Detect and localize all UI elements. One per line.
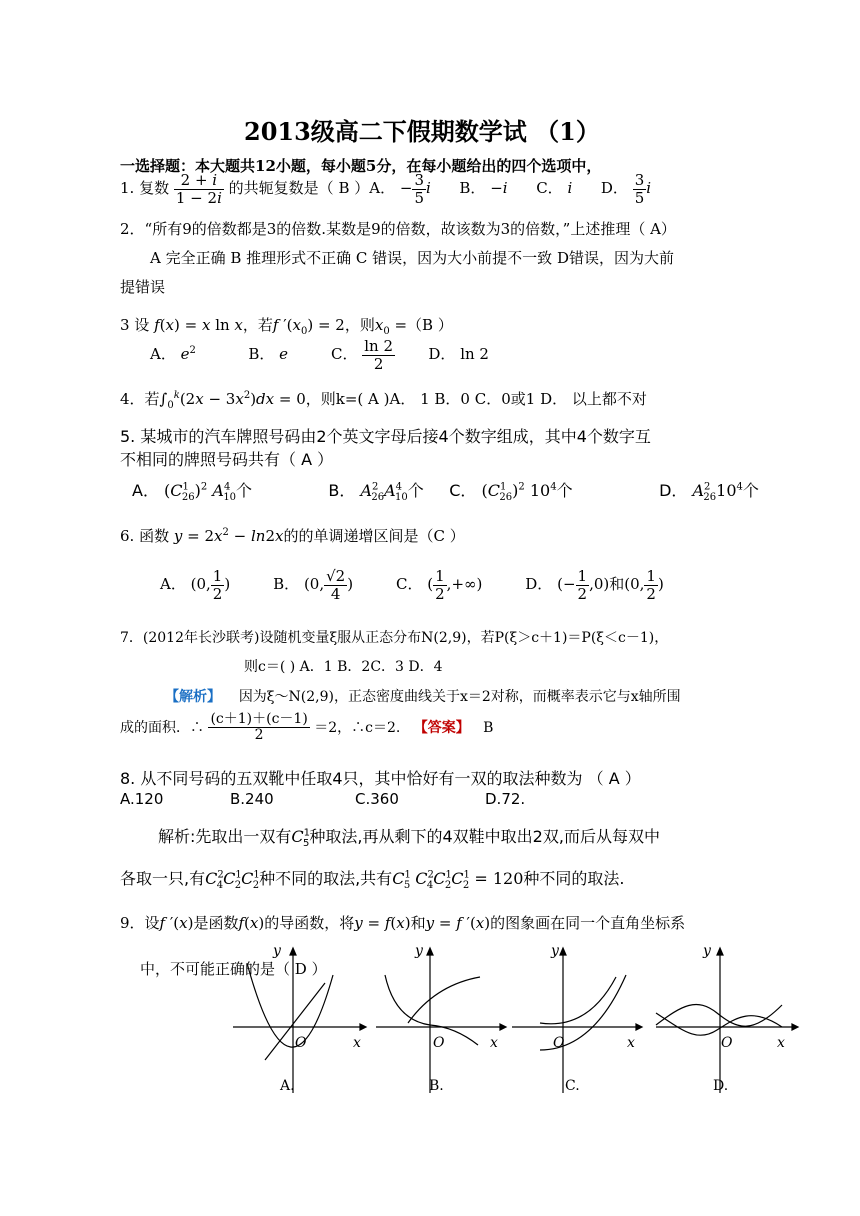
q8-solution-text-b: 种取法,再从剩下的4双鞋中取出2双,而后从每双中 xyxy=(309,827,660,846)
q8-solution-line2: 各取一只,有$C^2_4C^1_2C^1_2$种不同的取法,共有$C^1_5$ $C^2_4C^1_2C^1_2 = 120$种不同的取法. xyxy=(120,869,625,892)
graph-c-x-label: x xyxy=(627,1035,635,1051)
q7-fraction-den: 2 xyxy=(254,727,264,744)
q8-option-d: D.72. xyxy=(485,790,526,808)
q1-option-a: $\frac{3}{5}$ xyxy=(414,171,424,207)
question-1: 1. 复数 $\frac{2 + i}{1 - 2i}$ 的共轭复数是（ B ）A． − $\frac{3}{5}$ i B． −i C． i D． $\frac{3}{5}$ i xyxy=(120,171,652,207)
q9-graphs xyxy=(225,935,805,1100)
question-3: 3 设 f(x) = x ln x，若f $'(x_0) = 2$，则$x_0 =(B$ ） xyxy=(120,316,453,337)
q9-text-c: 的导函数，将 xyxy=(264,914,355,932)
q1-option-d: $\frac{3}{5}$ xyxy=(634,171,645,207)
q7-solution-tag: 【解析】 xyxy=(165,689,221,705)
q9-line1: 9．设f ′(x)是函数f(x)的导函数，将y = f(x)和y = f ′(x)的图象画在同一个直角坐标系 xyxy=(120,914,686,932)
q5-option-b: $A^2_{26}A^4_{10}$ xyxy=(360,481,408,504)
q3-option-c: $\frac{\ln 2}{2}$ xyxy=(364,337,394,373)
q7-solution-line xyxy=(165,686,681,706)
q5-unit-c: 个 xyxy=(556,481,573,500)
q6-option-d-label: D． xyxy=(525,575,553,593)
q5-option-b-label: B． xyxy=(328,481,356,500)
q7-solution-line2 xyxy=(120,712,493,744)
q9-text-a: 9．设 xyxy=(120,914,160,932)
q7-solution-text: 因为ξ～N(2,9)，正态密度曲线关于x＝2对称，而概率表示它与x轴所围 xyxy=(238,689,681,705)
q6-option-a-label: A． xyxy=(160,575,186,593)
q3-text-mid1: ，若 xyxy=(242,316,273,334)
q8-solution-line1: 解析:先取出一双有$C^1_5$种取法,再从剩下的4双鞋中取出2双,而后从每双中 xyxy=(158,827,660,850)
graph-d-origin: O xyxy=(721,1035,733,1051)
graph-a xyxy=(233,948,366,1093)
q1-option-d-label: D． xyxy=(600,179,628,197)
graph-b-x-label: x xyxy=(490,1035,498,1051)
q2-line1: 2．“所有9的倍数都是3的倍数.某数是9的倍数，故该数为3的倍数，”上述推理（ A） xyxy=(120,220,676,238)
graph-b-y-label: y xyxy=(415,943,423,959)
q9-text-d: 和 xyxy=(410,914,426,932)
q9-line2: 中，不可能正确的是（ D ） xyxy=(140,960,327,978)
q5-unit-b: 个 xyxy=(407,481,424,500)
graph-c xyxy=(512,948,642,1093)
q8-option-a: A.120 xyxy=(120,790,164,808)
graph-b-label: B. xyxy=(429,1078,444,1094)
q3-options: A． $e^2$ B． e C． $\frac{\ln 2}{2}$ D． ln 2 xyxy=(150,337,489,373)
q5-line2: 不相同的牌照号码共有（ A ） xyxy=(120,450,334,469)
q5-option-d-label: D． xyxy=(659,481,688,500)
q3-option-d-label: D． xyxy=(428,345,456,363)
q1-text-post: 的共轭复数是（ B ）A． xyxy=(228,179,396,197)
page-title: 2013级高二下假期数学试 （1） xyxy=(244,117,600,146)
q8-solution-text-c: 各取一只,有 xyxy=(120,869,206,888)
q6-option-a: (0, $\frac{1}{2}$ ) xyxy=(190,567,231,603)
q7-solution-post: ＝2，∴c＝2. xyxy=(314,719,401,736)
graph-a-y-label: y xyxy=(273,943,281,959)
q5-options xyxy=(132,478,759,503)
q5-option-a-label: A． xyxy=(132,481,159,500)
graph-a-label: A. xyxy=(280,1078,295,1094)
q7-solution-pre: 成的面积．∴ xyxy=(120,719,204,736)
q8-line1: 8. 从不同号码的五双靴中任取4只，其中恰好有一双的取法种数为 （ A ） xyxy=(120,769,641,788)
section-heading: 一选择题：本大题共12小题，每小题5分，在每小题给出的四个选项中， xyxy=(120,157,602,175)
q8-solution-text-a: 解析:先取出一双有 xyxy=(158,827,292,846)
q6-option-b-label: B． xyxy=(273,575,300,593)
q5-line1: 5. 某城市的汽车牌照号码由2个英文字母后接4个数字组成，其中4个数字互 xyxy=(120,427,651,446)
q6-text-post: 的的单调递增区间是（C ） xyxy=(283,527,465,545)
q3-option-b-label: B． xyxy=(248,345,275,363)
q7-solution-fraction xyxy=(208,712,309,744)
graph-d-y-label: y xyxy=(703,943,711,959)
q7-answer-tag: 【答案】 xyxy=(413,719,470,736)
q3-text: 3 设 xyxy=(120,316,150,334)
q7-answer-value: B xyxy=(483,719,494,736)
question-6: 6. 函数 $y = 2x^2 - \ln 2x$的的单调递增区间是（C ） xyxy=(120,527,465,545)
q1-option-c-label: C． xyxy=(536,179,563,197)
q5-unit-d: 个 xyxy=(742,481,759,500)
q2-line3: 提错误 xyxy=(120,278,166,296)
q5-option-c-label: C． xyxy=(449,481,477,500)
q1-option-b-label: B． xyxy=(459,179,486,197)
q6-option-d: (− $\frac{1}{2}$ ,0)和(0, $\frac{1}{2}$ ) xyxy=(557,567,664,603)
q5-unit-a: 个 xyxy=(236,481,253,500)
q4-text: 4．若 xyxy=(120,390,160,408)
graph-b-origin: O xyxy=(433,1035,445,1051)
q5-option-d: $A^2_{26}10^4$ xyxy=(692,481,743,504)
q8-solution-text-e: 种不同的取法. xyxy=(523,869,625,888)
q7-line2: 则c＝( ) A．1 B．2C．3 D．4 xyxy=(244,659,443,675)
q6-option-c-label: C． xyxy=(396,575,423,593)
q5-option-c: $(C^1_{26})^2$ $10^4$ xyxy=(481,481,557,504)
q5-option-a: $(C^1_{26})^2$ $A^4_{10}$ xyxy=(164,481,237,504)
graph-d xyxy=(656,948,798,1093)
question-4: 4．若$\int_0^k(2x - 3x^2)dx = 0$，则k=( A )A． 1 B．0 C．0或1 D． 以上都不对 xyxy=(120,390,647,411)
q2-line2: A 完全正确 B 推理形式不正确 C 错误，因为大小前提不一致 D错误，因为大前 xyxy=(150,249,674,267)
q8-option-b: B.240 xyxy=(230,790,274,808)
q9-text-e: 的图象画在同一个直角坐标系 xyxy=(490,914,686,932)
graph-d-label: D. xyxy=(713,1078,729,1094)
graph-c-y-label: y xyxy=(551,943,559,959)
q8-solution-text-d: 种不同的取法,共有 xyxy=(259,869,393,888)
graph-d-x-label: x xyxy=(777,1035,785,1051)
graph-a-origin: O xyxy=(295,1035,307,1051)
q1-text: 1. 复数 xyxy=(120,179,170,197)
q3-option-c-label: C． xyxy=(330,345,358,363)
graph-c-label: C. xyxy=(565,1078,580,1094)
q6-option-b: (0, $\frac{√2}{4}$ ) xyxy=(303,567,354,603)
q7-fraction-num: (c＋1)＋(c－1) xyxy=(210,711,308,727)
q3-text-post: （B ） xyxy=(407,316,453,334)
graph-b xyxy=(376,948,506,1093)
q6-text: 6. 函数 xyxy=(120,527,170,545)
q7-line1: 7．(2012年长沙联考)设随机变量ξ服从正态分布N(2,9)，若P(ξ＞c＋1)＝P(ξ＜c－1)， xyxy=(120,630,669,646)
q1-fraction: $\frac{2 + i}{1 - 2i}$ xyxy=(175,171,222,207)
q8-option-c: C.360 xyxy=(355,790,399,808)
graph-a-x-label: x xyxy=(353,1035,361,1051)
graph-c-origin: O xyxy=(553,1035,565,1051)
q3-option-a-label: A． xyxy=(150,345,176,363)
q3-text-mid2: ，则 xyxy=(344,316,375,334)
q9-text-b: 是函数 xyxy=(193,914,239,932)
q6-options xyxy=(160,568,664,602)
q6-and: 和 xyxy=(609,575,625,593)
q6-option-c: ( $\frac{1}{2}$ ,+∞) xyxy=(427,567,483,603)
q4-text-post: ，则k=( A )A． 1 B．0 C．0或1 D． 以上都不对 xyxy=(305,390,647,408)
